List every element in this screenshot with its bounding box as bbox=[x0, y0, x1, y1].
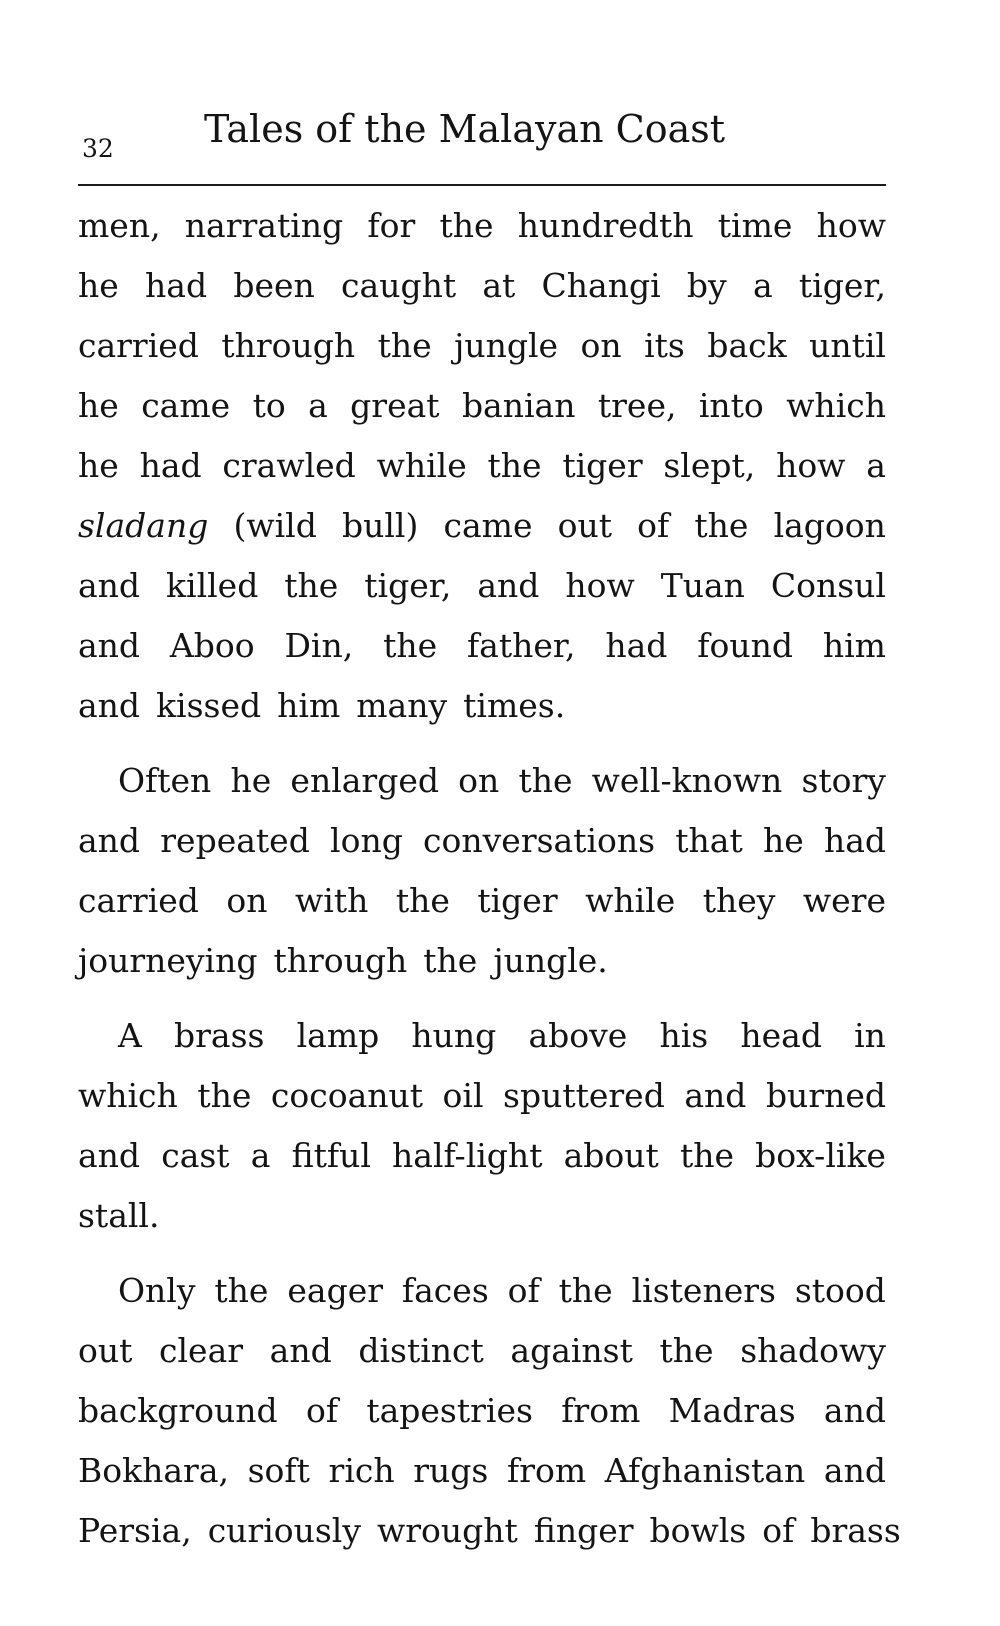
text-word: slept, bbox=[663, 446, 756, 485]
text-word: the bbox=[679, 1136, 734, 1175]
text-word: father, bbox=[466, 626, 576, 665]
text-word: repeated bbox=[160, 821, 310, 860]
text-word: he bbox=[78, 446, 119, 485]
text-word: that bbox=[675, 821, 743, 860]
text-word: finger bbox=[533, 1511, 634, 1550]
text-word: well-known bbox=[591, 761, 783, 800]
text-word: by bbox=[686, 266, 727, 305]
text-word: narrating bbox=[184, 206, 344, 245]
text-word: and bbox=[78, 626, 141, 665]
text-word: oil bbox=[442, 1076, 484, 1115]
text-word: of bbox=[305, 1391, 339, 1430]
text-word: burned bbox=[765, 1076, 886, 1115]
text-word: carried bbox=[78, 881, 199, 920]
text-word: came bbox=[443, 506, 533, 545]
text-line bbox=[78, 1441, 886, 1501]
text-word: Tuan bbox=[660, 566, 745, 605]
text-word: he bbox=[762, 821, 804, 860]
text-word: hung bbox=[411, 1016, 497, 1055]
text-line bbox=[78, 751, 886, 811]
text-word: listeners bbox=[631, 1271, 776, 1310]
text-word: tiger bbox=[477, 881, 558, 920]
text-word: tiger, bbox=[364, 566, 452, 605]
text-word: the bbox=[284, 566, 339, 605]
text-line bbox=[78, 1126, 886, 1186]
text-word: him bbox=[822, 626, 886, 665]
text-word: banian bbox=[461, 386, 576, 425]
text-line bbox=[78, 316, 886, 376]
text-word: many bbox=[356, 686, 448, 725]
text-word: with bbox=[295, 881, 369, 920]
text-word: which bbox=[78, 1076, 178, 1115]
text-word: into bbox=[698, 386, 764, 425]
text-word: Afghanistan bbox=[604, 1451, 806, 1490]
text-word: cocoanut bbox=[270, 1076, 424, 1115]
text-word: Persia, bbox=[78, 1511, 192, 1550]
text-word: story bbox=[801, 761, 886, 800]
text-word: the bbox=[395, 881, 450, 920]
text-word: cast bbox=[161, 1136, 230, 1175]
text-word: a bbox=[752, 266, 773, 305]
text-word: the bbox=[197, 1076, 252, 1115]
text-line bbox=[78, 1261, 886, 1321]
text-word: in bbox=[854, 1016, 886, 1055]
text-line bbox=[78, 496, 886, 556]
text-word: for bbox=[367, 206, 416, 245]
text-word: had bbox=[605, 626, 668, 665]
text-word: through bbox=[273, 941, 408, 980]
text-word: while bbox=[376, 446, 467, 485]
text-word: soft bbox=[247, 1451, 310, 1490]
text-word: eager bbox=[287, 1271, 384, 1310]
text-word: and bbox=[78, 686, 141, 725]
text-word: Madras bbox=[668, 1391, 796, 1430]
text-line bbox=[78, 931, 886, 991]
text-word: its bbox=[644, 326, 685, 365]
text-word: out bbox=[557, 506, 613, 545]
text-word: until bbox=[809, 326, 886, 365]
text-word: times. bbox=[463, 686, 566, 725]
text-word: from bbox=[507, 1451, 587, 1490]
text-line bbox=[78, 556, 886, 616]
text-word: the bbox=[518, 761, 573, 800]
text-word: back bbox=[707, 326, 787, 365]
text-word: of bbox=[762, 1511, 795, 1550]
text-word: tiger bbox=[562, 446, 643, 485]
text-word: above bbox=[528, 1016, 628, 1055]
text-word: enlarged bbox=[290, 761, 439, 800]
text-word: had bbox=[139, 446, 202, 485]
text-word: while bbox=[585, 881, 676, 920]
text-word: of bbox=[507, 1271, 540, 1310]
text-line bbox=[78, 616, 886, 676]
running-title: Tales of the Malayan Coast bbox=[204, 107, 726, 151]
page-header bbox=[78, 102, 888, 162]
text-line bbox=[78, 196, 886, 256]
text-line bbox=[78, 871, 886, 931]
text-word: sputtered bbox=[503, 1076, 665, 1115]
text-word: Changi bbox=[541, 266, 661, 305]
text-word: the bbox=[558, 1271, 613, 1310]
text-word: brass bbox=[174, 1016, 265, 1055]
text-word: against bbox=[510, 1331, 633, 1370]
text-word: the bbox=[214, 1271, 269, 1310]
text-word: crawled bbox=[222, 446, 356, 485]
text-word: out bbox=[78, 1331, 133, 1370]
text-line bbox=[78, 676, 886, 736]
text-word: Consul bbox=[770, 566, 886, 605]
text-word: clear bbox=[159, 1331, 244, 1370]
text-word: faces bbox=[401, 1271, 489, 1310]
text-word: to bbox=[252, 386, 286, 425]
text-word: the bbox=[487, 446, 542, 485]
italic-term: sladang bbox=[78, 506, 209, 545]
text-line bbox=[78, 256, 886, 316]
text-word: had bbox=[145, 266, 208, 305]
body-text bbox=[78, 196, 901, 1561]
text-word: half-light bbox=[392, 1136, 543, 1175]
text-word: at bbox=[482, 266, 516, 305]
text-word: A bbox=[118, 1016, 142, 1055]
text-word: brass bbox=[810, 1511, 901, 1550]
text-word: Bokhara, bbox=[78, 1451, 229, 1490]
text-word: box-like bbox=[755, 1136, 886, 1175]
text-word: he bbox=[78, 386, 119, 425]
text-word: journeying bbox=[78, 941, 258, 980]
text-word: lagoon bbox=[773, 506, 886, 545]
text-line bbox=[78, 1186, 886, 1246]
text-word: he bbox=[230, 761, 272, 800]
text-line bbox=[78, 1501, 901, 1561]
text-word: time bbox=[717, 206, 793, 245]
text-line bbox=[78, 1006, 886, 1066]
text-word: tapestries bbox=[366, 1391, 533, 1430]
text-word: head bbox=[740, 1016, 822, 1055]
text-word: which bbox=[786, 386, 886, 425]
text-word: fitful bbox=[291, 1136, 371, 1175]
text-word: and bbox=[823, 1391, 886, 1430]
text-word: on bbox=[226, 881, 268, 920]
text-word: and bbox=[684, 1076, 747, 1115]
page-number: 32 bbox=[82, 134, 114, 163]
text-word: from bbox=[561, 1391, 641, 1430]
text-line bbox=[78, 1321, 886, 1381]
text-word: through bbox=[221, 326, 356, 365]
text-word: a bbox=[866, 446, 886, 485]
text-word: conversations bbox=[423, 821, 656, 860]
text-line bbox=[78, 1381, 886, 1441]
text-word: wrought bbox=[377, 1511, 518, 1550]
text-word: distinct bbox=[358, 1331, 484, 1370]
text-word: how bbox=[776, 446, 846, 485]
text-word: a bbox=[308, 386, 328, 425]
text-word: on bbox=[580, 326, 622, 365]
text-word: tree, bbox=[597, 386, 677, 425]
text-word: bull) bbox=[341, 506, 419, 545]
text-word: background bbox=[78, 1391, 278, 1430]
text-line bbox=[78, 376, 886, 436]
text-word: stood bbox=[794, 1271, 886, 1310]
text-word: stall. bbox=[78, 1196, 160, 1235]
text-word: how bbox=[816, 206, 886, 245]
text-word: and bbox=[78, 566, 141, 605]
text-word: and bbox=[78, 821, 141, 860]
text-word: and bbox=[78, 1136, 141, 1175]
text-line bbox=[78, 436, 886, 496]
text-word: jungle bbox=[454, 326, 559, 365]
text-word: the bbox=[659, 1331, 714, 1370]
text-word: Often bbox=[118, 761, 212, 800]
text-word: and bbox=[823, 1451, 886, 1490]
text-word: the bbox=[383, 626, 438, 665]
text-word: of bbox=[637, 506, 670, 545]
text-word: (wild bbox=[233, 506, 317, 545]
text-word: kissed bbox=[156, 686, 262, 725]
text-word: curiously bbox=[207, 1511, 362, 1550]
text-word: Aboo bbox=[169, 626, 255, 665]
text-word: caught bbox=[341, 266, 457, 305]
text-word: how bbox=[565, 566, 635, 605]
text-word: about bbox=[563, 1136, 659, 1175]
text-word: the bbox=[439, 206, 494, 245]
header-rule bbox=[78, 184, 886, 186]
text-word: jungle. bbox=[493, 941, 608, 980]
text-word: rich bbox=[328, 1451, 395, 1490]
text-word: the bbox=[423, 941, 478, 980]
text-word: the bbox=[694, 506, 749, 545]
text-word: rugs bbox=[413, 1451, 489, 1490]
text-word: bowls bbox=[649, 1511, 747, 1550]
text-word: had bbox=[823, 821, 886, 860]
text-word: came bbox=[141, 386, 231, 425]
text-word: they bbox=[702, 881, 776, 920]
text-word: a bbox=[250, 1136, 271, 1175]
text-word: hundredth bbox=[517, 206, 694, 245]
text-line bbox=[78, 811, 886, 871]
text-word: killed bbox=[166, 566, 259, 605]
text-word: men, bbox=[78, 206, 161, 245]
text-word: carried bbox=[78, 326, 199, 365]
text-word: great bbox=[350, 386, 440, 425]
text-word: lamp bbox=[296, 1016, 380, 1055]
text-word: and bbox=[269, 1331, 332, 1370]
text-word: on bbox=[458, 761, 500, 800]
text-word: his bbox=[659, 1016, 709, 1055]
text-word: long bbox=[330, 821, 403, 860]
text-word: tiger, bbox=[798, 266, 886, 305]
text-word: the bbox=[377, 326, 432, 365]
text-word: been bbox=[233, 266, 315, 305]
text-line bbox=[78, 1066, 886, 1126]
text-word: shadowy bbox=[740, 1331, 886, 1370]
text-word: Only bbox=[118, 1271, 196, 1310]
text-word: Din, bbox=[284, 626, 354, 665]
text-word: he bbox=[78, 266, 119, 305]
text-word: and bbox=[477, 566, 540, 605]
text-word: found bbox=[697, 626, 793, 665]
text-word: were bbox=[802, 881, 886, 920]
text-word: him bbox=[277, 686, 341, 725]
